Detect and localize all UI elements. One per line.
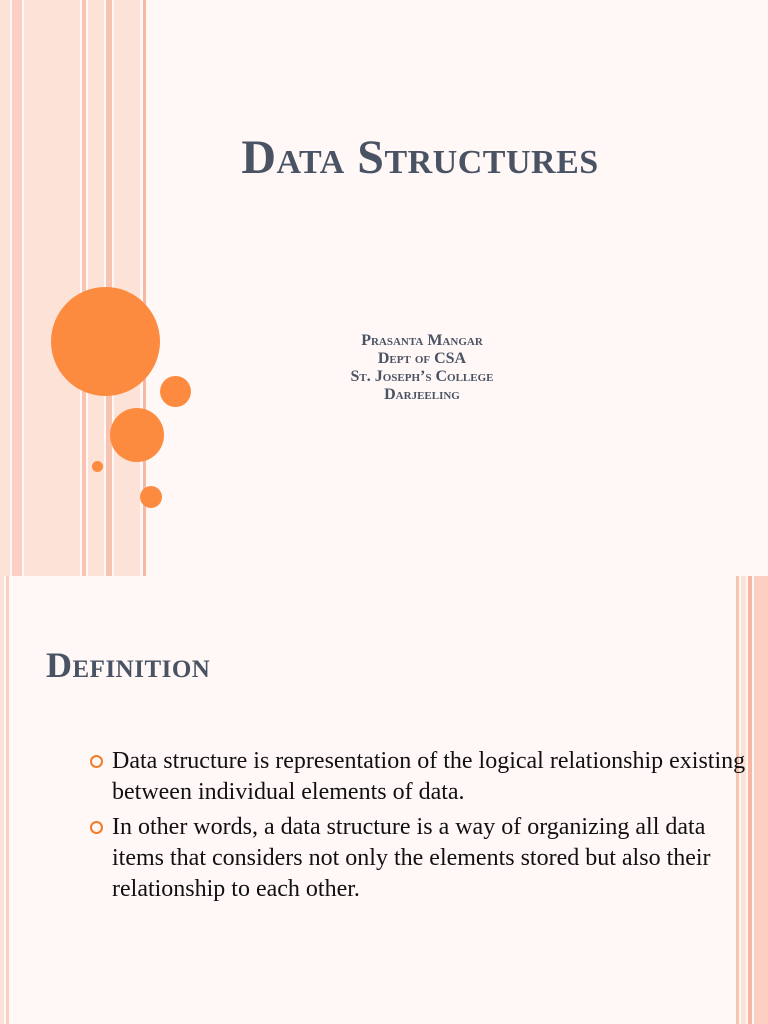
author-block (250, 332, 594, 404)
small-orange-circle (160, 376, 191, 407)
department: Dept of CSA (377, 350, 467, 367)
large-orange-circle (51, 287, 160, 396)
tiny-orange-circle (92, 461, 103, 472)
decorative-stripe (24, 0, 80, 576)
decorative-stripe (0, 0, 10, 576)
location: Darjeeling (384, 386, 460, 403)
list-item (88, 812, 758, 905)
definition-slide (0, 576, 768, 1024)
list-item (88, 746, 758, 808)
medium-orange-circle (110, 408, 164, 462)
decorative-stripe (12, 0, 22, 576)
college: St. Joseph’s College (350, 368, 494, 385)
bullet-text: Data structure is representation of the logical relationship existing between individual elements of data. (112, 748, 746, 805)
decorative-stripe (82, 0, 86, 576)
author-name: Prasanta Mangar (361, 332, 483, 349)
decorative-stripe (0, 576, 4, 1024)
small-orange-circle (140, 486, 162, 508)
slide-title: Data Structures (241, 131, 599, 184)
bullet-list (88, 746, 758, 909)
slide-heading: Definition (46, 645, 211, 685)
decorative-stripe (6, 576, 9, 1024)
ring-bullet-icon (90, 755, 103, 768)
ring-bullet-icon (90, 821, 103, 834)
bullet-text: In other words, a data structure is a way of organizing all data items that considers not only the elements stored but also their relationship to each other. (112, 814, 711, 902)
